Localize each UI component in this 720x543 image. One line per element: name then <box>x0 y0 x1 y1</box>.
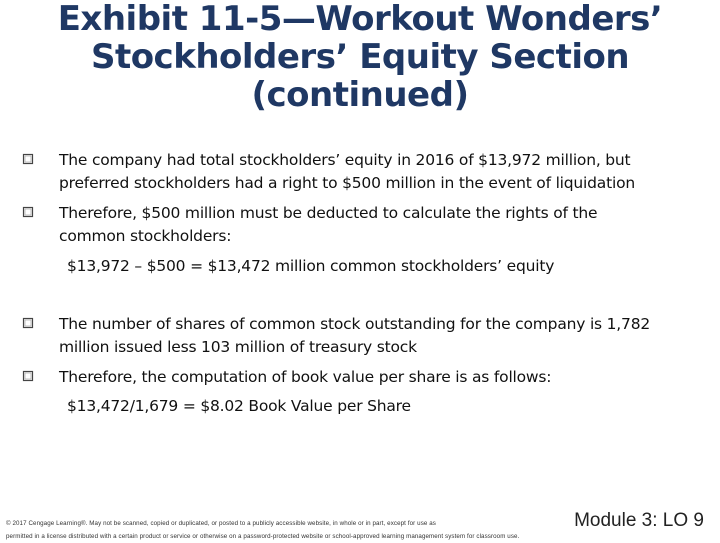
bullet-text-1 <box>59 150 709 193</box>
title-line-2: Stockholders’ Equity Section <box>90 37 630 77</box>
title-line-1: Exhibit 11-5—Workout Wonders’ <box>57 0 663 39</box>
copyright-notice <box>6 517 566 543</box>
bullet-1-line-2: preferred stockholders had a right to $500 million in the event of liquidation <box>59 174 635 192</box>
bullet-4-line-1: Therefore, the computation of book value per share is as follows: <box>59 368 552 386</box>
bullet-text-2 <box>59 203 709 246</box>
hollow-square-bullet-icon <box>22 317 34 329</box>
copyright-line-2: permitted in a license distributed with a certain product or service or otherwise on a password-protected website or school-approved learning management system for classroom use. <box>6 533 520 540</box>
calculation-book-value: $13,472/1,679 = $8.02 Book Value per Share <box>67 397 411 415</box>
calculation-equity: $13,972 – $500 = $13,472 million common stockholders’ equity <box>67 257 555 275</box>
bullet-2-line-1: Therefore, $500 million must be deducted to calculate the rights of the <box>59 204 598 222</box>
slide-title <box>40 0 680 114</box>
bullet-3-line-2: million issued less 103 million of treasury stock <box>59 338 417 356</box>
copyright-line-1: © 2017 Cengage Learning®. May not be scanned, copied or duplicated, or posted to a publicly accessible website, in whole or in part, except for use as <box>6 520 436 527</box>
bullet-2-line-2: common stockholders: <box>59 227 232 245</box>
hollow-square-bullet-icon <box>22 370 34 382</box>
hollow-square-bullet-icon <box>22 206 34 218</box>
bullet-3-line-1: The number of shares of common stock outstanding for the company is 1,782 <box>59 315 651 333</box>
hollow-square-bullet-icon <box>22 153 34 165</box>
bullet-text-4 <box>59 367 709 387</box>
bullet-text-3 <box>59 314 709 357</box>
title-line-3: (continued) <box>251 75 469 115</box>
module-label: Module 3: LO 9 <box>574 510 704 531</box>
bullet-1-line-1: The company had total stockholders’ equity in 2016 of $13,972 million, but <box>59 151 631 169</box>
